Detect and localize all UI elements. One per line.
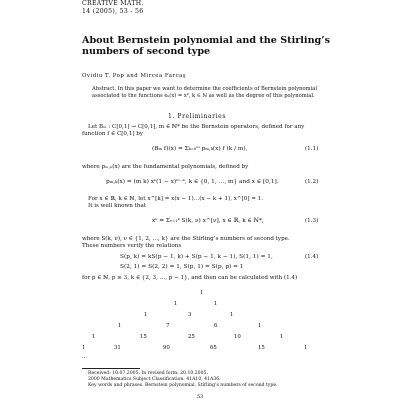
equation-1-3-number: (1.3) xyxy=(305,218,319,224)
equation-1-2-number: (1.2) xyxy=(305,179,319,185)
triangle-cell: 6 xyxy=(214,323,218,329)
equation-1-1-number: (1.1) xyxy=(305,146,319,152)
triangle-cell: 65 xyxy=(210,345,217,351)
triangle-cell: 3 xyxy=(188,312,192,318)
equation-1-3: xᵏ = Σᵥ₌₁ᵏ S(k, ν) x^[ν], x ∈ ℝ, k ∈ ℕ*, xyxy=(152,218,264,224)
triangle-cell: 1 xyxy=(214,301,218,307)
journal-name: CREATIVE MATH. xyxy=(82,0,144,7)
paragraph-3-line-2: It is well known that xyxy=(88,203,147,209)
footnote-keywords: Key words and phrases. Bernstein polynomial, Stirling’s numbers of second type. xyxy=(88,383,278,388)
triangle-cell: 10 xyxy=(234,334,241,340)
triangle-cell: 1 xyxy=(144,312,148,318)
authors: Ovidiu T. Pop and Mircea Farcaş xyxy=(82,73,187,79)
paragraph-2: where pₘ,ₖ(x) are the fundamental polynomials, defined by xyxy=(82,164,249,170)
paragraph-4-line-1: where S(k, ν), ν ∈ {1, 2, …, k} are the Stirling’s numbers of second type. xyxy=(82,236,290,242)
triangle-cell: 1 xyxy=(174,301,178,307)
triangle-cell: 15 xyxy=(258,345,265,351)
equation-1-4-line-2: S(2, 1) = S(2, 2) = 1, S(p, 1) = S(p, p) = 1 xyxy=(120,264,244,270)
paragraph-1-line-2: function f ∈ C[0,1] by xyxy=(82,131,144,137)
triangle-cell: 25 xyxy=(188,334,195,340)
abstract: Abstract. In this paper we want to determine the coefficients of Bernstein polynomial associated to the functions eₖ(x) = xᵏ, k ∈ ℕ as well as the degree of this polynomial. xyxy=(92,86,317,99)
footnote-received: Received: 10.07.2005. In revised form: 20.10.2005. xyxy=(88,371,208,376)
triangle-cell: 1 xyxy=(258,323,262,329)
triangle-ellipsis: … xyxy=(82,354,88,360)
equation-1-4-line-1: S(p, k) = kS(p − 1, k) + S(p − 1, k − 1), S(1, 1) = 1, xyxy=(120,254,273,260)
journal-volume: 14 (2005), 53 - 56 xyxy=(82,8,144,15)
triangle-cell: 31 xyxy=(114,345,121,351)
triangle-cell: 1 xyxy=(230,312,234,318)
triangle-cell: 1 xyxy=(92,334,96,340)
triangle-cell: 7 xyxy=(166,323,170,329)
footnote-msc: 2000 Mathematics Subject Classification. 41A10, 41A36. xyxy=(88,377,221,382)
paper-title-line-1: About Bernstein polynomial and the Stirling’s xyxy=(82,35,330,46)
footnote-rule xyxy=(82,368,140,369)
paragraph-5: for p ∈ ℕ, p ≥ 3, k ∈ {2, 3, …, p − 1}, and then can be calculated with (1.4) xyxy=(82,275,298,281)
page-number: 53 xyxy=(197,394,204,400)
triangle-cell: 1 xyxy=(82,345,86,351)
paper-title-line-2: numbers of second type xyxy=(82,46,211,57)
triangle-cell: 1 xyxy=(280,334,284,340)
triangle-cell: 1 xyxy=(118,323,122,329)
paragraph-4-line-2: These numbers verify the relations xyxy=(82,243,182,249)
triangle-cell: 1 xyxy=(200,290,204,296)
equation-1-1: (Bₘ f)(x) = Σₖ₌₀ᵐ pₘ,ₖ(x) f (k / m), xyxy=(152,146,248,152)
triangle-cell: 90 xyxy=(163,345,170,351)
equation-1-4-number: (1.4) xyxy=(305,254,319,260)
paragraph-3-line-1: For x ∈ ℝ, k ∈ ℕ, let x^[k] = x(x − 1)…(x − k + 1), x^[0] = 1. xyxy=(88,196,264,202)
section-heading: 1. Preliminaries xyxy=(168,113,226,120)
triangle-cell: 1 xyxy=(304,345,308,351)
triangle-cell: 15 xyxy=(140,334,147,340)
paragraph-1-line-1: Let Bₘ : C[0,1] → C[0,1], m ∈ ℕ* be the Bernstein operators, defined for any xyxy=(88,124,305,130)
equation-1-2: pₘ,ₖ(x) = (m k) xᵏ(1 − x)ᵐ⁻ᵏ, k ∈ {0, 1, …, m} and x ∈ [0,1]. xyxy=(106,179,279,185)
